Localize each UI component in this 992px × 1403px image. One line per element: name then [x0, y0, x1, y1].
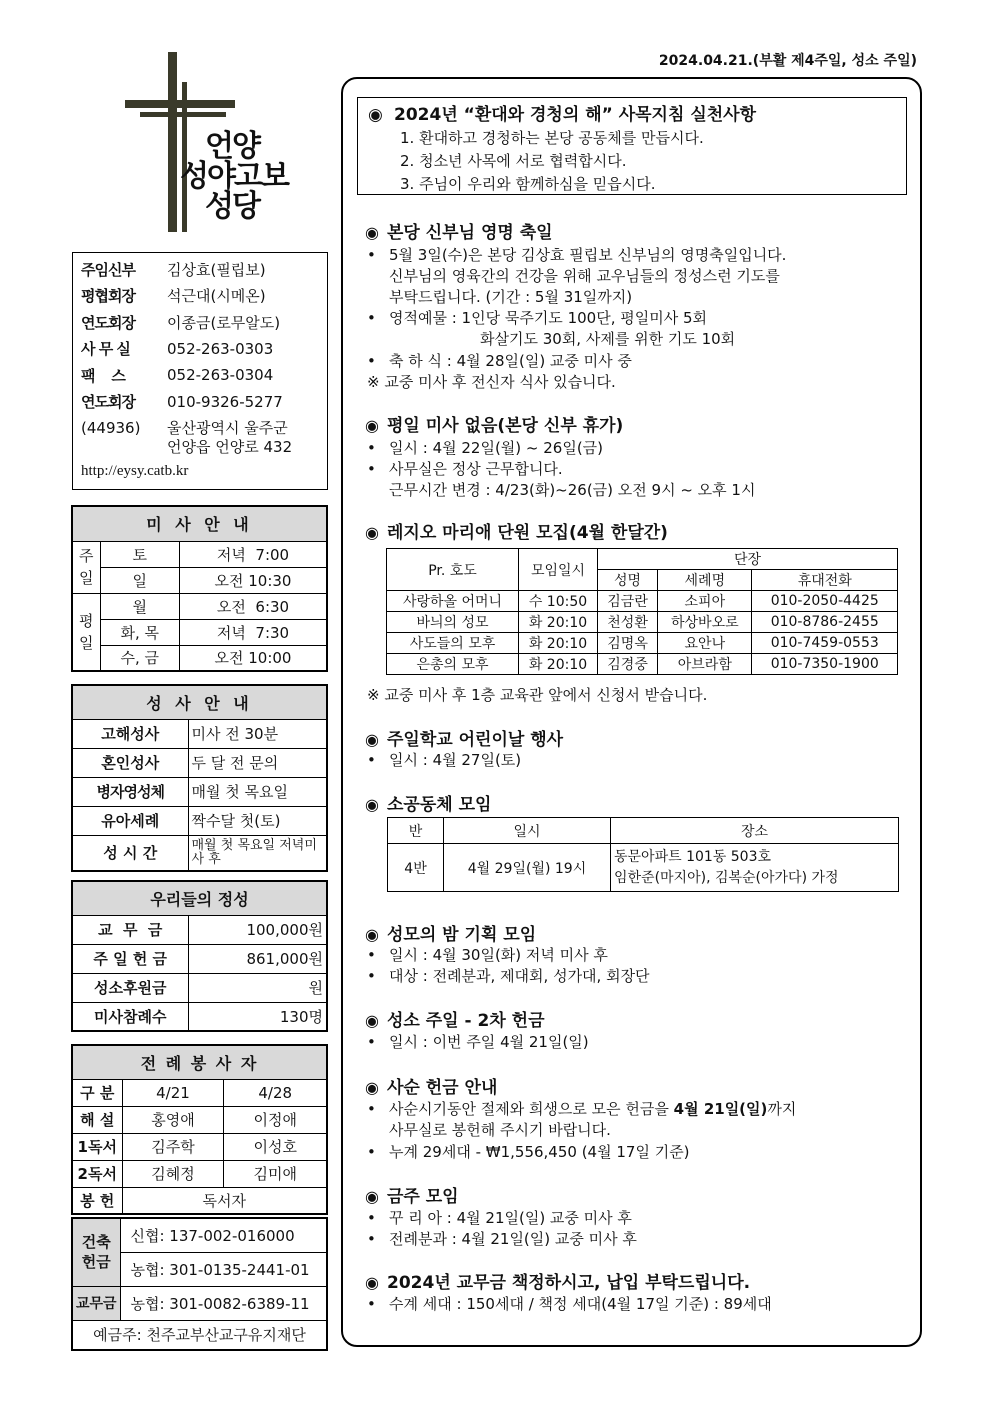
section-title-text: 소공동체 모임	[387, 795, 492, 815]
cell: 010-8786-2455	[752, 612, 898, 633]
staff-key: 사 무 실	[81, 340, 130, 359]
text: 일시 : 4월 30일(화) 저녁 미사 후	[389, 946, 608, 964]
small-community-table	[387, 817, 899, 892]
section-title	[365, 518, 668, 543]
mass-time: 오전 6:30	[179, 593, 327, 619]
server-name: 김혜정	[122, 1160, 224, 1187]
mass-time: 저녁 7:00	[179, 541, 327, 567]
zip-code: (44936)	[81, 419, 141, 437]
sacrament-value: 매월 첫 목요일 저녁미사 후	[188, 835, 327, 871]
server-name: 김주학	[122, 1133, 224, 1160]
text-line: • 사순시기동안 절제와 희생으로 모은 헌금을 4월 21일(일)까지	[367, 1100, 797, 1118]
sunday-label-text: 주일	[79, 547, 94, 587]
staff-row	[81, 256, 319, 283]
place-line: 임한준(마지아), 김복순(아가다) 가정	[614, 869, 839, 886]
bullet-circle-icon: ◉	[365, 523, 379, 542]
text-line: • 일시 : 이번 주일 4월 21일(일)	[367, 1033, 589, 1051]
bullet-circle-icon: ◉	[365, 416, 379, 435]
text-bold: 4월 21일(일)	[673, 1100, 768, 1118]
text-line: • 영적예물 : 1인당 묵주기도 100단, 평일미사 5회	[367, 309, 707, 327]
server-name: 김미애	[224, 1160, 327, 1187]
offering-name: 주 일 헌 금	[72, 944, 188, 973]
section-title	[365, 1268, 750, 1293]
text: 누계 29세대 - ₩1,556,450 (4월 17일 기준)	[389, 1143, 690, 1161]
staff-value: 김상효(필립보)	[167, 260, 266, 279]
cell: 아브라함	[658, 654, 752, 675]
text: 일시 : 4월 22일(월) ~ 26일(금)	[389, 439, 604, 457]
church-logo	[120, 52, 300, 237]
account-number: 농협: 301-0135-2441-01	[120, 1252, 327, 1286]
sacrament-name: 성 시 간	[72, 835, 188, 871]
cell: 요안나	[658, 633, 752, 654]
servers-header: 4/28	[224, 1079, 327, 1106]
text: 까지	[767, 1100, 797, 1118]
logo-line-2: 성야고보	[180, 159, 288, 194]
text: 꾸 리 아 : 4월 21일(일) 교중 미사 후	[389, 1209, 632, 1227]
place-line: 동문아파트 101동 503호	[614, 848, 772, 865]
section-title	[365, 411, 623, 436]
section-title	[365, 790, 491, 815]
cell: 화 20:10	[519, 633, 598, 654]
cell: 소피아	[658, 591, 752, 612]
text-line: 화살기도 30회, 사제를 위한 기도 10회	[480, 330, 736, 348]
servers-header: 구 분	[72, 1079, 122, 1106]
logo-line-3: 성당	[205, 189, 259, 224]
kyomu-label: 교무금	[72, 1286, 120, 1320]
section-title	[365, 1182, 459, 1207]
cell: 은총의 모후	[387, 654, 519, 675]
pastoral-item: 1. 환대하고 경청하는 본당 공동체를 만듭시다.	[400, 129, 704, 147]
pastoral-item: 3. 주님이 우리와 함께하심을 믿읍시다.	[400, 175, 656, 193]
bullet-circle-icon: ◉	[365, 925, 379, 944]
mass-time: 오전 10:30	[179, 567, 327, 593]
offerings-title: 우리들의 정성	[72, 881, 327, 915]
mass-day: 월	[100, 593, 179, 619]
mass-title: 미 사 안 내	[72, 506, 327, 541]
weekday-label	[72, 593, 100, 671]
logo-line-1: 언양	[205, 129, 259, 164]
address-line-1: 울산광역시 울주군	[167, 419, 288, 437]
section-title	[365, 920, 536, 945]
cell: 사랑하올 어머니	[387, 591, 519, 612]
mass-day: 일	[100, 567, 179, 593]
text-line: ※ 교중 미사 후 1층 교육관 앞에서 신청서 받습니다.	[367, 686, 708, 704]
text-line: 부탁드립니다. (기간 : 5월 31일까지)	[389, 288, 633, 306]
staff-key: 팩 스	[81, 366, 125, 385]
cell: 하상바오로	[658, 612, 752, 633]
mass-day: 화, 목	[100, 619, 179, 645]
text: 5월 3일(수)은 본당 김상효 필립보 신부님의 영명축일입니다.	[389, 246, 787, 264]
table-row	[387, 591, 898, 612]
cell: 010-2050-4425	[752, 591, 898, 612]
server-name: 홍영애	[122, 1106, 224, 1133]
servers-title: 전 례 봉 사 자	[72, 1045, 327, 1079]
cell: 010-7350-1900	[752, 654, 898, 675]
website-link[interactable]: http://eysy.catb.kr	[81, 463, 189, 479]
staff-value: 052-263-0303	[167, 339, 274, 358]
section-title	[365, 725, 563, 750]
staff-info	[72, 252, 328, 490]
text-line: • 5월 3일(수)은 본당 김상효 필립보 신부님의 영명축일입니다.	[367, 246, 787, 264]
section-title-text: 평일 미사 없음(본당 신부 휴가)	[387, 416, 624, 436]
staff-value: 052-263-0304	[167, 366, 274, 385]
pastoral-item: 2. 청소년 사목에 서로 협력합시다.	[400, 152, 627, 170]
address-line-2: 언양읍 언양로 432	[167, 438, 293, 456]
mass-day: 토	[100, 541, 179, 567]
offering-name: 교 무 금	[72, 915, 188, 944]
cell	[611, 844, 899, 892]
sacrament-value: 미사 전 30분	[188, 719, 327, 748]
table-row	[387, 633, 898, 654]
sunday-label	[72, 541, 100, 593]
legio-header: Pr. 호도	[387, 549, 519, 591]
text-line: 신부님의 영육간의 건강을 위해 교우님들의 정성스런 기도를	[389, 267, 780, 285]
bullet-circle-icon: ◉	[365, 1078, 379, 1097]
legio-header: 성명	[598, 570, 658, 591]
text-line: • 대상 : 전례분과, 제대회, 성가대, 회장단	[367, 967, 650, 985]
staff-row	[81, 362, 319, 389]
table-header: 장소	[611, 818, 899, 844]
staff-value: 석근대(시메온)	[167, 287, 266, 306]
staff-row	[81, 389, 319, 416]
staff-key: 연도회장	[81, 393, 135, 412]
section-title	[365, 218, 553, 243]
servers-header: 4/21	[122, 1079, 224, 1106]
text-line: • 일시 : 4월 30일(화) 저녁 미사 후	[367, 946, 608, 964]
sacrament-name: 혼인성사	[72, 748, 188, 777]
section-title-text: 성소 주일 - 2차 헌금	[387, 1011, 545, 1031]
cell: 화 20:10	[519, 654, 598, 675]
text-line: 근무시간 변경 : 4/23(화)~26(금) 오전 9시 ~ 오후 1시	[389, 481, 756, 499]
cell: 김명옥	[598, 633, 658, 654]
staff-row	[81, 336, 319, 363]
text-line: • 누계 29세대 - ₩1,556,450 (4월 17일 기준)	[367, 1143, 690, 1161]
bulletin-date: 2024.04.21.(부활 제4주일, 성소 주일)	[658, 53, 917, 69]
cell: 바늬의 성모	[387, 612, 519, 633]
legio-header: 모임일시	[519, 549, 598, 591]
cross-icon	[168, 52, 177, 232]
offerings-table	[71, 880, 328, 1032]
sacrament-name: 고해성사	[72, 719, 188, 748]
text-line: • 축 하 식 : 4월 28일(일) 교중 미사 중	[367, 352, 632, 370]
sacrament-value: 매월 첫 목요일	[188, 777, 327, 806]
server-name: 이정애	[224, 1106, 327, 1133]
donation-accounts	[71, 1217, 328, 1351]
section-title-text: 2024년 교무금 책정하시고, 납입 부탁드립니다.	[387, 1273, 751, 1293]
building-fund-label-text: 건축헌금	[81, 1233, 111, 1272]
cell: 010-7459-0553	[752, 633, 898, 654]
section-title-text: 금주 모임	[387, 1187, 459, 1207]
staff-key: 평협회장	[81, 287, 135, 306]
text: 전례분과 : 4월 21일(일) 교중 미사 후	[389, 1230, 637, 1248]
section-title-text: 본당 신부님 영명 축일	[387, 223, 553, 243]
text: 대상 : 전례분과, 제대회, 성가대, 회장단	[389, 967, 650, 985]
section-title	[365, 1073, 497, 1098]
text: 영적예물 : 1인당 묵주기도 100단, 평일미사 5회	[389, 309, 707, 327]
pastoral-title: 2024년 “환대와 경청의 해” 사목지침 실천사항	[394, 105, 757, 125]
server-name: 이성호	[224, 1133, 327, 1160]
section-title-text: 사순 헌금 안내	[387, 1078, 498, 1098]
sacraments-table	[71, 684, 328, 872]
sacraments-title: 성 사 안 내	[72, 685, 327, 719]
bullet-circle-icon: ◉	[365, 223, 379, 242]
cross-bar	[125, 100, 235, 108]
text: 사순시기동안 절제와 희생으로 모은 헌금을	[389, 1100, 674, 1118]
offering-value: 130명	[188, 1002, 327, 1031]
offering-name: 성소후원금	[72, 973, 188, 1002]
mass-day: 수, 금	[100, 645, 179, 671]
account-number: 신협: 137-002-016000	[120, 1218, 327, 1252]
text-line: • 꾸 리 아 : 4월 21일(일) 교중 미사 후	[367, 1209, 632, 1227]
text-line: • 일시 : 4월 22일(월) ~ 26일(금)	[367, 439, 604, 457]
text: 사무실은 정상 근무합니다.	[389, 460, 563, 478]
server-role: 2독서	[72, 1160, 122, 1187]
text-line: 사무실로 봉헌해 주시기 바랍니다.	[389, 1121, 611, 1139]
account-holder: 예금주: 천주교부산교구유지재단	[72, 1320, 327, 1350]
sacrament-value: 짝수달 첫(토)	[188, 806, 327, 835]
cell: 천성환	[598, 612, 658, 633]
weekday-label-text: 평일	[79, 611, 94, 652]
legio-header: 세례명	[658, 570, 752, 591]
building-fund-label	[72, 1218, 120, 1286]
sacrament-name: 병자영성체	[72, 777, 188, 806]
cell: 사도들의 모후	[387, 633, 519, 654]
table-row	[387, 654, 898, 675]
account-number: 농협: 301-0082-6389-11	[120, 1286, 327, 1320]
text: 일시 : 이번 주일 4월 21일(일)	[389, 1033, 589, 1051]
bullet-circle-icon: ◉	[365, 795, 379, 814]
legio-header: 단장	[598, 549, 898, 570]
cell: 김경중	[598, 654, 658, 675]
staff-value: 이종금(로무알도)	[167, 313, 281, 332]
mass-schedule-table	[71, 505, 328, 672]
staff-value: 010-9326-5277	[167, 392, 283, 411]
text-line: • 수계 세대 : 150세대 / 책정 세대(4월 17일 기준) : 89세대	[367, 1295, 772, 1313]
section-title-text: 레지오 마리애 단원 모집(4월 한달간)	[387, 523, 668, 543]
text: 축 하 식 : 4월 28일(일) 교중 미사 중	[389, 352, 632, 370]
server-role: 해 설	[72, 1106, 122, 1133]
text: 수계 세대 : 150세대 / 책정 세대(4월 17일 기준) : 89세대	[389, 1295, 772, 1313]
sacrament-name: 유아세례	[72, 806, 188, 835]
table-row	[387, 612, 898, 633]
bullet-circle-icon: ◉	[365, 1273, 379, 1292]
text: 일시 : 4월 27일(토)	[389, 751, 522, 769]
cell: 화 20:10	[519, 612, 598, 633]
section-title-text: 주일학교 어린이날 행사	[387, 730, 564, 750]
sacrament-value: 두 달 전 문의	[188, 748, 327, 777]
cell: 수 10:50	[519, 591, 598, 612]
offering-value: 861,000원	[188, 944, 327, 973]
section-title-text: 성모의 밤 기획 모임	[387, 925, 537, 945]
pastoral-guidelines-box	[357, 97, 907, 195]
text-line: • 일시 : 4월 27일(토)	[367, 751, 522, 769]
table-header: 반	[388, 818, 444, 844]
staff-key: 주임신부	[81, 260, 135, 279]
bullet-circle-icon: ◉	[365, 1187, 379, 1206]
mass-time: 저녁 7:30	[179, 619, 327, 645]
mass-time: 오전 10:00	[179, 645, 327, 671]
server-role: 1독서	[72, 1133, 122, 1160]
bullet-circle-icon: ◉	[368, 105, 383, 125]
server-role: 봉 헌	[72, 1187, 122, 1214]
bullet-circle-icon: ◉	[365, 730, 379, 749]
offering-name: 미사참례수	[72, 1002, 188, 1031]
offering-value: 100,000원	[188, 915, 327, 944]
cell: 4월 29일(월) 19시	[444, 844, 611, 892]
staff-row	[81, 283, 319, 310]
cell: 김금란	[598, 591, 658, 612]
cross-bar-shadow	[140, 112, 226, 117]
address	[81, 419, 319, 457]
legio-table	[386, 548, 898, 675]
text-line: • 전례분과 : 4월 21일(일) 교중 미사 후	[367, 1230, 637, 1248]
legio-header: 휴대전화	[752, 570, 898, 591]
text-line: ※ 교중 미사 후 전신자 식사 있습니다.	[367, 373, 616, 391]
servers-table	[71, 1044, 328, 1215]
bullet-circle-icon: ◉	[365, 1011, 379, 1030]
staff-key: 연도회장	[81, 313, 135, 332]
offering-value: 원	[188, 973, 327, 1002]
staff-row	[81, 309, 319, 336]
table-header: 일시	[444, 818, 611, 844]
cell: 4반	[388, 844, 444, 892]
text-line: • 사무실은 정상 근무합니다.	[367, 460, 563, 478]
server-name: 독서자	[122, 1187, 327, 1214]
section-title	[365, 1006, 545, 1031]
